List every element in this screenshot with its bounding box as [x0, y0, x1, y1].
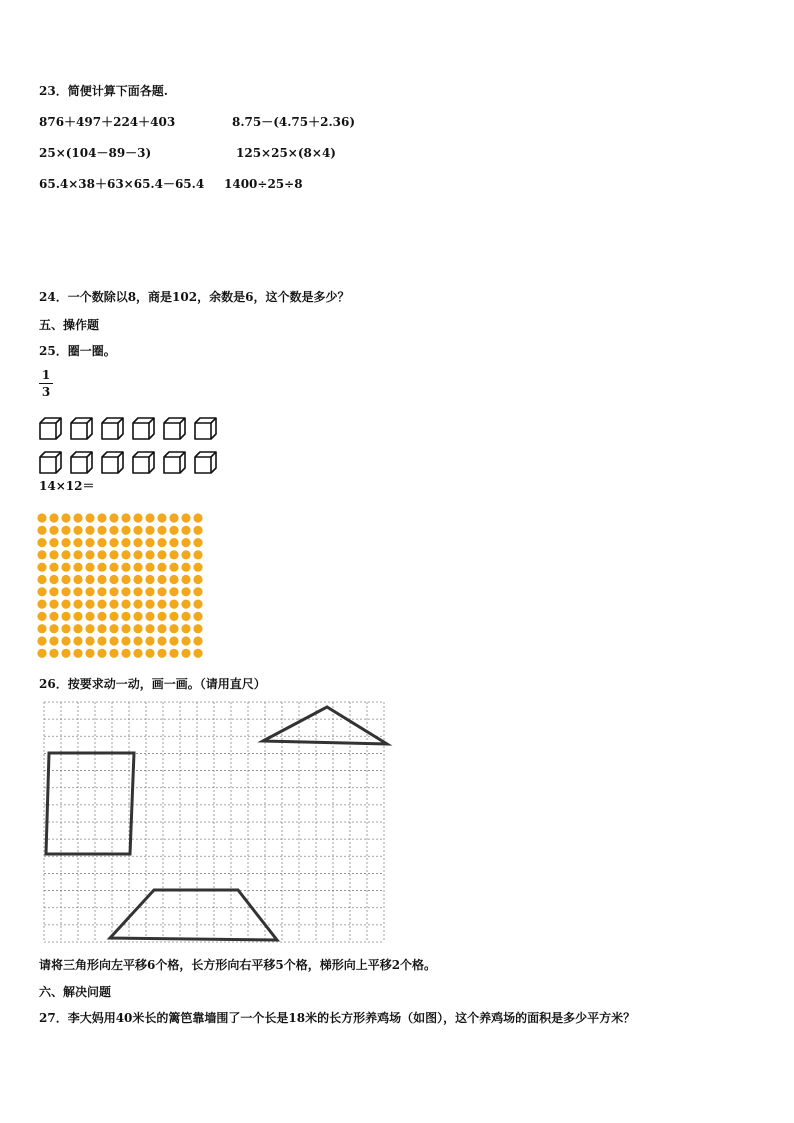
translation-grid [44, 702, 388, 944]
dot [109, 575, 118, 584]
dot [85, 612, 94, 621]
dot [157, 612, 166, 621]
cube-icon [71, 418, 92, 439]
dot-array [36, 512, 212, 662]
dot [73, 563, 82, 572]
dot [49, 563, 58, 572]
cube-icon [71, 452, 92, 473]
dot [37, 612, 46, 621]
dot [97, 649, 106, 658]
dot [85, 587, 94, 596]
dot [97, 513, 106, 522]
dot [181, 563, 190, 572]
dot [109, 624, 118, 633]
dot [109, 526, 118, 535]
dot [73, 513, 82, 522]
dot [181, 600, 190, 609]
dot [181, 649, 190, 658]
dot [157, 526, 166, 535]
dot [49, 649, 58, 658]
dot [49, 575, 58, 584]
dot [169, 563, 178, 572]
dot [37, 563, 46, 572]
dot [121, 649, 130, 658]
dot [61, 550, 70, 559]
dot [169, 636, 178, 645]
dot [109, 649, 118, 658]
dot [181, 550, 190, 559]
dot [37, 550, 46, 559]
dot [109, 636, 118, 645]
dot [97, 587, 106, 596]
cube-icon [40, 452, 61, 473]
dot [49, 538, 58, 547]
dot [73, 636, 82, 645]
dot [85, 513, 94, 522]
q23-item-2: 8.75－(4.75＋2.36) [232, 115, 356, 129]
fraction [39, 368, 53, 399]
q27: 27．李大妈用40米长的篱笆靠墙围了一个长是18米的长方形养鸡场（如图），这个养鸡场的面积是多少平方米？ [39, 1011, 636, 1025]
dot [145, 636, 154, 645]
dot [193, 513, 202, 522]
cube-icon [40, 418, 61, 439]
dot [133, 526, 142, 535]
dot [73, 612, 82, 621]
dot [97, 636, 106, 645]
dot [157, 624, 166, 633]
dot [73, 600, 82, 609]
dot [61, 513, 70, 522]
dot [169, 526, 178, 535]
q23-item-6: 1400÷25÷8 [224, 177, 303, 191]
dot [109, 612, 118, 621]
dot [121, 587, 130, 596]
dot [85, 563, 94, 572]
dot [169, 587, 178, 596]
dot [145, 526, 154, 535]
dot [157, 587, 166, 596]
dot [49, 636, 58, 645]
dot [97, 538, 106, 547]
dot [73, 624, 82, 633]
dot [85, 550, 94, 559]
fraction-numerator: 1 [41, 368, 51, 382]
dot [73, 575, 82, 584]
dot [157, 550, 166, 559]
dot [61, 600, 70, 609]
dot [121, 600, 130, 609]
dot [145, 563, 154, 572]
dot [145, 649, 154, 658]
dot [133, 636, 142, 645]
dot [169, 600, 178, 609]
dot [37, 600, 46, 609]
dot [181, 575, 190, 584]
q25-multiply-text: 14×12＝ [39, 479, 95, 493]
dot [49, 526, 58, 535]
dot [97, 526, 106, 535]
dot [85, 649, 94, 658]
dot [37, 513, 46, 522]
cube-grid [38, 412, 238, 474]
dot [169, 649, 178, 658]
q23-item-1: 876＋497＋224＋403 [39, 115, 176, 129]
dot [61, 649, 70, 658]
section-six-title: 六、解决问题 [39, 985, 112, 999]
dot [133, 550, 142, 559]
dot [169, 612, 178, 621]
grid-lines [44, 702, 384, 942]
q25-title: 25．圈一圈。 [39, 344, 116, 358]
dot [145, 612, 154, 621]
dot [85, 636, 94, 645]
dot [169, 538, 178, 547]
dot [85, 538, 94, 547]
dot [97, 612, 106, 621]
dot [85, 526, 94, 535]
dot [133, 538, 142, 547]
dot [109, 513, 118, 522]
dot [193, 624, 202, 633]
dot [97, 563, 106, 572]
cube-icon [164, 418, 185, 439]
dot [37, 624, 46, 633]
dot [109, 538, 118, 547]
dot [133, 513, 142, 522]
q24: 24．一个数除以8，商是102，余数是6，这个数是多少？ [39, 290, 350, 304]
dot [133, 575, 142, 584]
dot [193, 649, 202, 658]
dot [169, 624, 178, 633]
dot [133, 563, 142, 572]
dot [61, 575, 70, 584]
trapezoid-shape [110, 890, 277, 940]
dot [49, 550, 58, 559]
cube-icon [133, 452, 154, 473]
dot [61, 587, 70, 596]
dot [97, 624, 106, 633]
dot [193, 575, 202, 584]
dot [109, 600, 118, 609]
cube-icon [195, 418, 216, 439]
dot [181, 526, 190, 535]
dot [61, 624, 70, 633]
dot [49, 587, 58, 596]
dot [109, 587, 118, 596]
cube-icon [133, 418, 154, 439]
dot [61, 538, 70, 547]
dot [61, 526, 70, 535]
dot [157, 513, 166, 522]
dot [133, 612, 142, 621]
dot [169, 575, 178, 584]
q23-item-3: 25×(104－89－3) [39, 146, 152, 160]
dot [97, 600, 106, 609]
dot [193, 612, 202, 621]
dot [121, 563, 130, 572]
dot [145, 600, 154, 609]
dot [73, 526, 82, 535]
dot [193, 538, 202, 547]
fraction-denominator: 3 [41, 385, 51, 399]
dot [193, 587, 202, 596]
dot [145, 587, 154, 596]
dot [121, 636, 130, 645]
dot [85, 600, 94, 609]
dot [169, 513, 178, 522]
q23-item-4: 125×25×(8×4) [236, 146, 336, 160]
dot [61, 563, 70, 572]
dot [37, 649, 46, 658]
dot [133, 587, 142, 596]
dot [181, 612, 190, 621]
dot [49, 600, 58, 609]
dot [133, 600, 142, 609]
dot [121, 624, 130, 633]
dot [169, 550, 178, 559]
dot [37, 636, 46, 645]
dot [181, 587, 190, 596]
dot [133, 649, 142, 658]
dot [37, 538, 46, 547]
dot [121, 550, 130, 559]
dot [193, 636, 202, 645]
dot [157, 563, 166, 572]
q26-title: 26．按要求动一动，画一画。（请用直尺） [39, 677, 266, 691]
dot [145, 575, 154, 584]
dot [61, 636, 70, 645]
dot [37, 575, 46, 584]
dot [61, 612, 70, 621]
dot [121, 538, 130, 547]
dot [181, 538, 190, 547]
cube-icon [102, 452, 123, 473]
dot [73, 538, 82, 547]
dot [37, 587, 46, 596]
dot [73, 587, 82, 596]
dot [193, 526, 202, 535]
dot [157, 575, 166, 584]
q23-title: 23．简便计算下面各题. [39, 84, 168, 98]
dot [49, 513, 58, 522]
dot [181, 513, 190, 522]
dot [145, 624, 154, 633]
dot [157, 600, 166, 609]
q26-instruction: 请将三角形向左平移6个格，长方形向右平移5个格，梯形向上平移2个格。 [39, 958, 437, 972]
dot [181, 624, 190, 633]
dot [49, 624, 58, 633]
fraction-bar [39, 383, 53, 384]
dot [193, 600, 202, 609]
dot [97, 575, 106, 584]
dot [121, 526, 130, 535]
dot [97, 550, 106, 559]
dot [145, 550, 154, 559]
dot [121, 513, 130, 522]
cube-icon [195, 452, 216, 473]
dot [181, 636, 190, 645]
dot [37, 526, 46, 535]
cube-icon [102, 418, 123, 439]
dot [109, 550, 118, 559]
dot [85, 624, 94, 633]
dot [49, 612, 58, 621]
dot [157, 636, 166, 645]
dot [73, 649, 82, 658]
dot [121, 575, 130, 584]
dot [109, 563, 118, 572]
dot [145, 513, 154, 522]
cube-icon [164, 452, 185, 473]
section-five-title: 五、操作题 [39, 318, 100, 332]
dot [121, 612, 130, 621]
dot [157, 538, 166, 547]
q23-item-5: 65.4×38＋63×65.4－65.4 [39, 177, 205, 191]
dot [133, 624, 142, 633]
dot [145, 538, 154, 547]
dot [85, 575, 94, 584]
dot [157, 649, 166, 658]
dot [73, 550, 82, 559]
dot [193, 550, 202, 559]
dot [193, 563, 202, 572]
